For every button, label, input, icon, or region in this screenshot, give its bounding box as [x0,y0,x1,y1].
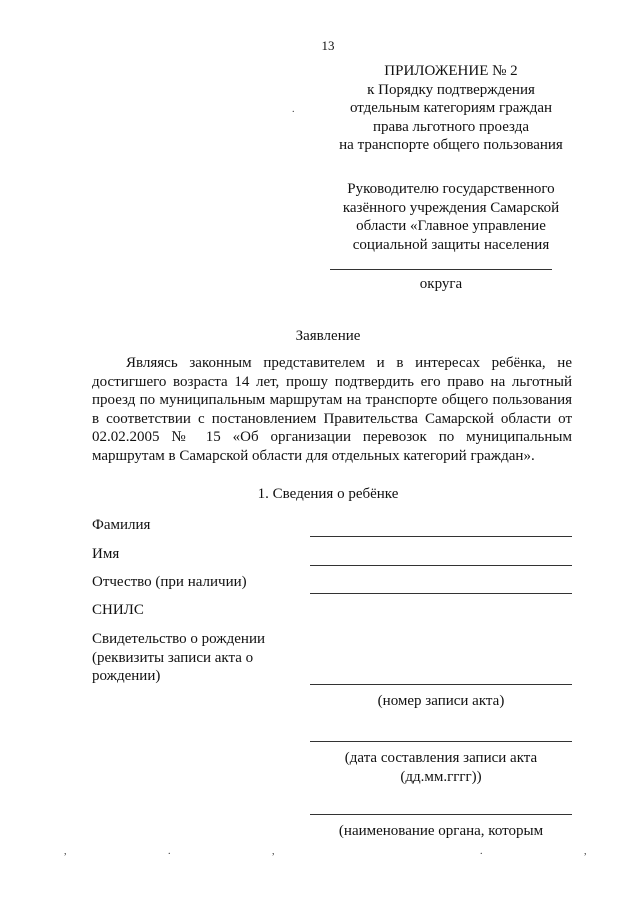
birth-certificate-line: (реквизиты записи акта о [92,649,254,666]
scan-speck: . [480,846,483,857]
record-date-caption [310,749,572,786]
appendix-line: к Порядку подтверждения [367,81,535,98]
addressee-line: социальной защиты населения [352,236,550,253]
scan-speck: , [272,846,275,857]
birth-certificate-line: рождении) [92,668,161,684]
surname-label: Фамилия [92,517,151,533]
appendix-title: ПРИЛОЖЕНИЕ № 2 [384,63,518,79]
addressee-line: Руководителю государственного [347,181,555,197]
page-number: 13 [321,38,335,53]
scan-speck: . [168,846,171,857]
addressee-block [320,180,582,254]
appendix-line: права льготного проезда [373,118,529,135]
birth-certificate-label [92,630,265,686]
addressee-line: области «Главное управление [356,218,546,234]
record-number-caption: (номер записи акта) [377,693,505,709]
authority-field-line[interactable] [310,814,572,815]
record-date-caption-line: (дата составления записи акта [344,750,538,766]
patronymic-field-line[interactable] [310,593,572,594]
addressee-line: казённого учреждения Самарской [342,199,560,216]
appendix-line: отдельным категориям граждан [349,100,553,116]
scan-speck: . [292,104,295,115]
scan-speck: , [64,846,67,857]
appendix-line: на транспорте общего пользования [339,137,563,153]
name-field-line[interactable] [310,565,572,566]
record-number-field-line[interactable] [310,684,572,685]
statement-text: Являясь законным представителем и в интересах ребёнка, не достигшего возраста 14 лет, прошу подтвердить его право на льготный проезд по муниципальным маршрутам на транспорте общего пользования в соответствии с постановлением Правительства Самарской области от 02.02.2005 № 15 «Об организации перевозок по муниципальным маршрутам в Самарской области для отдельных категорий граждан». [92,355,572,464]
record-date-field-line[interactable] [310,741,572,742]
section-title-child-info: 1. Сведения о ребёнке [257,486,399,502]
patronymic-label: Отчество (при наличии) [92,574,247,590]
appendix-block [320,62,582,155]
district-blank-line[interactable] [330,269,552,270]
name-label: Имя [92,546,120,562]
snils-label: СНИЛС [92,602,144,618]
document-heading: Заявление [295,328,361,344]
district-label: округа [419,276,463,292]
authority-caption: (наименование органа, которым [338,823,544,839]
scan-speck: , [584,846,587,857]
birth-certificate-line: Свидетельство о рождении [92,631,265,647]
record-date-caption-line: (дд.мм.гггг)) [400,768,482,785]
surname-field-line[interactable] [310,536,572,537]
